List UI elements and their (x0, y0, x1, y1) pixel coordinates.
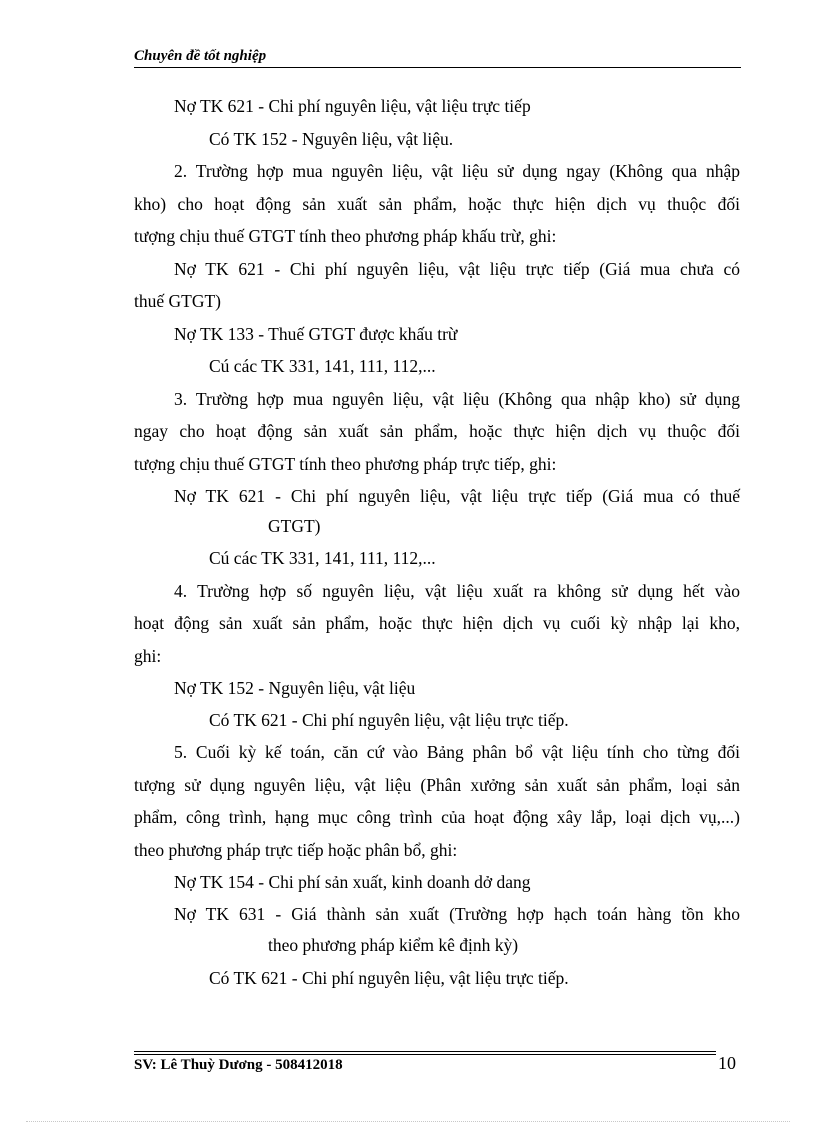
text-line: Nợ TK 154 - Chi phí sản xuất, kinh doanh dở dang (174, 872, 531, 892)
text-line: thuế GTGT) (134, 291, 221, 311)
footer-student-info: SV: Lê Thuỳ Dương - 508412018 (134, 1057, 343, 1073)
footer-divider (134, 1051, 716, 1052)
text-line: Nợ TK 621 - Chi phí nguyên liệu, vật liệu trực tiếp (174, 96, 531, 116)
text-line: hoạt động sản xuất sản phẩm, hoặc thực hiện dịch vụ cuối kỳ nhập lại kho, (134, 613, 740, 633)
text-line: Nợ TK 133 - Thuế GTGT được khấu trừ (174, 324, 458, 344)
header-divider (134, 67, 741, 68)
text-line: Nợ TK 621 - Chi phí nguyên liệu, vật liệu trực tiếp (Giá mua chưa có (174, 259, 740, 279)
text-line: Nợ TK 152 - Nguyên liệu, vật liệu (174, 678, 416, 698)
text-line: Nợ TK 621 - Chi phí nguyên liệu, vật liệu trực tiếp (Giá mua có thuế (174, 486, 740, 506)
footer-divider (134, 1054, 716, 1055)
text-line: GTGT) (268, 516, 321, 536)
text-line: Nợ TK 631 - Giá thành sản xuất (Trường hợp hạch toán hàng tồn kho (174, 904, 740, 924)
text-line: theo phương pháp trực tiếp hoặc phân bổ, ghi: (134, 840, 458, 860)
text-line: tượng sử dụng nguyên liệu, vật liệu (Phân xưởng sản xuất sản phẩm, loại sản (134, 775, 740, 795)
page-header-title: Chuyên đề tốt nghiệp (134, 48, 267, 64)
text-line: Cú các TK 331, 141, 111, 112,... (209, 548, 436, 568)
page-number: 10 (718, 1053, 736, 1073)
text-line: kho) cho hoạt động sản xuất sản phẩm, hoặc thực hiện dịch vụ thuộc đối (134, 194, 740, 214)
text-line: ngay cho hoạt động sản xuất sản phẩm, hoặc thực hiện dịch vụ thuộc đối (134, 421, 740, 441)
text-line: 5. Cuối kỳ kế toán, căn cứ vào Bảng phân bổ vật liệu tính cho từng đối (174, 742, 740, 762)
page-bottom-border (26, 1121, 790, 1122)
text-line: Cú các TK 331, 141, 111, 112,... (209, 356, 436, 376)
text-line: Có TK 152 - Nguyên liệu, vật liệu. (209, 129, 454, 149)
text-line: tượng chịu thuế GTGT tính theo phương pháp trực tiếp, ghi: (134, 454, 557, 474)
text-line: 2. Trường hợp mua nguyên liệu, vật liệu sử dụng ngay (Không qua nhập (174, 161, 740, 181)
text-line: theo phương pháp kiểm kê định kỳ) (268, 935, 519, 955)
text-line: ghi: (134, 646, 162, 666)
text-line: 3. Trường hợp mua nguyên liệu, vật liệu (Không qua nhập kho) sử dụng (174, 389, 740, 409)
text-line: phẩm, công trình, hạng mục công trình của hoạt động xây lắp, loại dịch vụ,...) (134, 807, 740, 827)
text-line: 4. Trường hợp số nguyên liệu, vật liệu xuất ra không sử dụng hết vào (174, 581, 740, 601)
text-line: Có TK 621 - Chi phí nguyên liệu, vật liệu trực tiếp. (209, 968, 569, 988)
text-line: tượng chịu thuế GTGT tính theo phương pháp khấu trừ, ghi: (134, 226, 557, 246)
text-line: Có TK 621 - Chi phí nguyên liệu, vật liệu trực tiếp. (209, 710, 569, 730)
